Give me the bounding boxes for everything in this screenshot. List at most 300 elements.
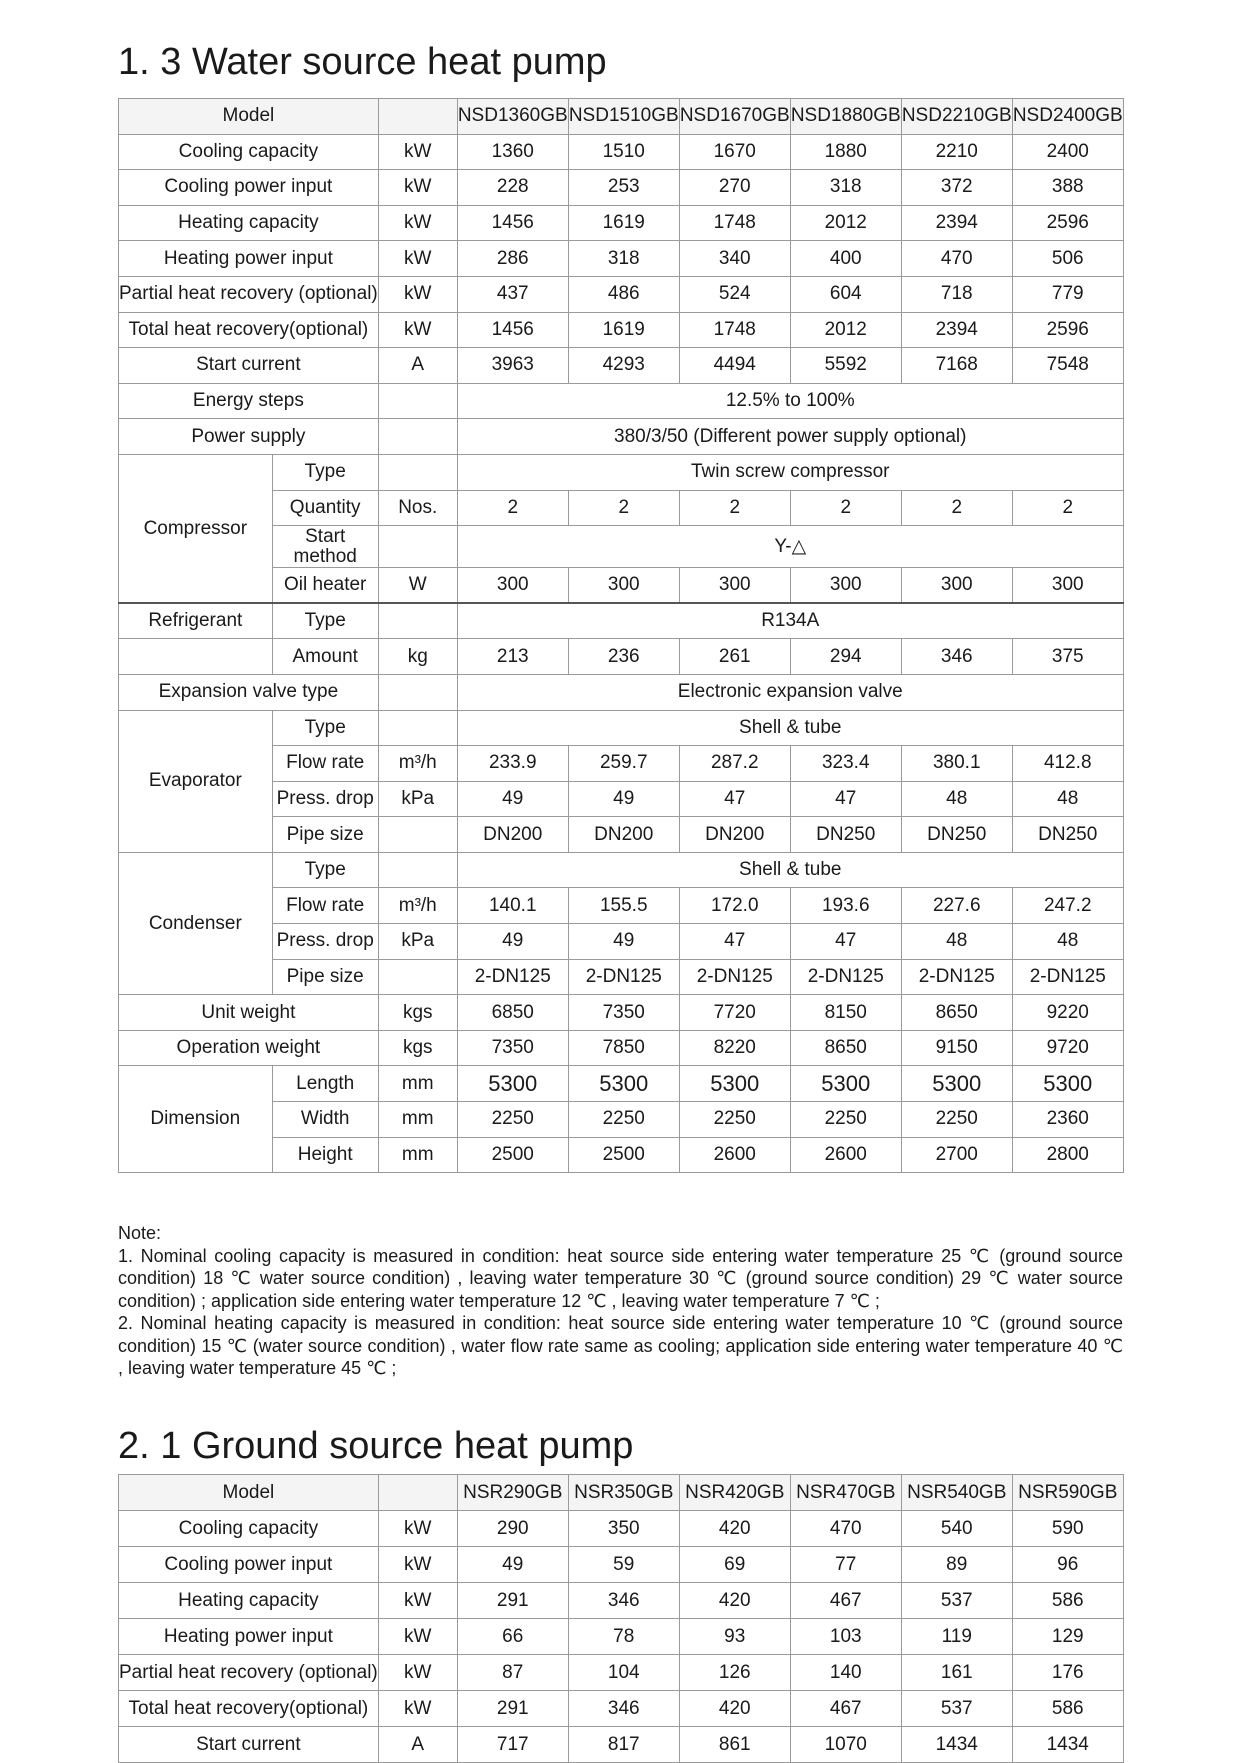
model-name: NSR590GB xyxy=(1012,1475,1123,1511)
unit-cell: mm xyxy=(378,1102,457,1138)
span-value: Y-△ xyxy=(457,526,1123,568)
value-cell: 2-DN125 xyxy=(568,959,679,995)
model-name: NSR540GB xyxy=(901,1475,1012,1511)
row-label: Height xyxy=(272,1137,378,1173)
value-cell: 412.8 xyxy=(1012,746,1123,782)
value-cell: 506 xyxy=(1012,241,1123,277)
value-cell: 470 xyxy=(790,1511,901,1547)
value-cell: 129 xyxy=(1012,1619,1123,1655)
value-cell: 5300 xyxy=(901,1066,1012,1102)
refrigerant-label: Refrigerant xyxy=(119,603,273,639)
value-cell: DN200 xyxy=(679,817,790,853)
unit-cell: A xyxy=(378,1727,457,1763)
value-cell: 1510 xyxy=(568,134,679,170)
spec-row xyxy=(119,205,1124,241)
value-cell: 346 xyxy=(568,1691,679,1727)
value-cell: DN250 xyxy=(790,817,901,853)
note-block xyxy=(118,1222,1123,1380)
spec-row xyxy=(119,312,1124,348)
value-cell: 7168 xyxy=(901,348,1012,384)
unit-cell: kPa xyxy=(378,924,457,960)
value-cell: 155.5 xyxy=(568,888,679,924)
value-cell: 604 xyxy=(790,276,901,312)
value-cell: 2210 xyxy=(901,134,1012,170)
evaporator-label: Evaporator xyxy=(119,710,273,852)
spec-row xyxy=(119,170,1124,206)
value-cell: 7720 xyxy=(679,995,790,1031)
value-cell: 5300 xyxy=(457,1066,568,1102)
model-name: NSD2210GB xyxy=(901,99,1012,135)
value-cell: 7350 xyxy=(457,1030,568,1066)
value-cell: 486 xyxy=(568,276,679,312)
spec-row xyxy=(119,241,1124,277)
unit-cell: kW xyxy=(378,1691,457,1727)
row-label: Heating capacity xyxy=(119,205,379,241)
value-cell: 420 xyxy=(679,1583,790,1619)
model-label: Model xyxy=(119,99,379,135)
span-value: 380/3/50 (Different power supply optional) xyxy=(457,419,1123,455)
value-cell: 467 xyxy=(790,1583,901,1619)
value-cell: 291 xyxy=(457,1691,568,1727)
value-cell: 2 xyxy=(568,490,679,526)
value-cell: 388 xyxy=(1012,170,1123,206)
value-cell: 586 xyxy=(1012,1691,1123,1727)
value-cell: 380.1 xyxy=(901,746,1012,782)
value-cell: 2500 xyxy=(568,1137,679,1173)
span-value: 12.5% to 100% xyxy=(457,383,1123,419)
unit-cell: kW xyxy=(378,241,457,277)
value-cell: 8650 xyxy=(901,995,1012,1031)
note-line: 1. Nominal cooling capacity is measured in condition: heat source side entering water temperature 25 ℃ (ground source condition) 18 ℃ water source condition) , leaving water temperature 30 ℃ (ground source condition) 29 ℃ water source condition) ; application side entering water temperature 12 ℃ , leaving water temperature 7 ℃ ; xyxy=(118,1245,1123,1311)
value-cell: 1880 xyxy=(790,134,901,170)
value-cell: 2400 xyxy=(1012,134,1123,170)
value-cell: 1360 xyxy=(457,134,568,170)
unit-cell xyxy=(378,526,457,568)
value-cell: 291 xyxy=(457,1583,568,1619)
value-cell: 286 xyxy=(457,241,568,277)
value-cell: 2500 xyxy=(457,1137,568,1173)
value-cell: 77 xyxy=(790,1547,901,1583)
row-label: Start current xyxy=(119,348,379,384)
row-label: Pipe size xyxy=(272,817,378,853)
row-label: Type xyxy=(272,603,378,639)
value-cell: 2250 xyxy=(568,1102,679,1138)
value-cell: 228 xyxy=(457,170,568,206)
row-label: Flow rate xyxy=(272,888,378,924)
span-value: Electronic expansion valve xyxy=(457,674,1123,710)
value-cell: 470 xyxy=(901,241,1012,277)
value-cell: 590 xyxy=(1012,1511,1123,1547)
row-label: Press. drop xyxy=(272,924,378,960)
value-cell: DN200 xyxy=(568,817,679,853)
unit-cell xyxy=(378,454,457,490)
value-cell: 2394 xyxy=(901,312,1012,348)
value-cell: 779 xyxy=(1012,276,1123,312)
value-cell: 7850 xyxy=(568,1030,679,1066)
unit-cell: mm xyxy=(378,1066,457,1102)
value-cell: 537 xyxy=(901,1583,1012,1619)
note-line: 2. Nominal heating capacity is measured in condition: heat source side entering water temperature 10 ℃ (ground source condition) 15 ℃ (water source condition) , water flow rate same as cooling; application side entering water temperature 40 ℃ , leaving water temperature 45 ℃ ; xyxy=(118,1313,1123,1378)
unit-cell xyxy=(378,959,457,995)
value-cell: 140 xyxy=(790,1655,901,1691)
operation-weight-row xyxy=(119,1030,1124,1066)
row-label: Partial heat recovery (optional) xyxy=(119,1655,379,1691)
value-cell: 1748 xyxy=(679,205,790,241)
row-label: Quantity xyxy=(272,490,378,526)
refrigerant-amount-row xyxy=(119,639,1124,675)
compressor-label: Compressor xyxy=(119,454,273,603)
unit-cell xyxy=(378,710,457,746)
value-cell: 300 xyxy=(568,568,679,604)
row-label: Pipe size xyxy=(272,959,378,995)
value-cell: 261 xyxy=(679,639,790,675)
value-cell: 47 xyxy=(679,781,790,817)
model-name: NSR290GB xyxy=(457,1475,568,1511)
value-cell: 161 xyxy=(901,1655,1012,1691)
value-cell: 66 xyxy=(457,1619,568,1655)
value-cell: 287.2 xyxy=(679,746,790,782)
unit-header xyxy=(378,1475,457,1511)
value-cell: 89 xyxy=(901,1547,1012,1583)
unit-cell: m³/h xyxy=(378,888,457,924)
value-cell: 213 xyxy=(457,639,568,675)
value-cell: 2800 xyxy=(1012,1137,1123,1173)
row-label: Cooling capacity xyxy=(119,1511,379,1547)
value-cell: 2600 xyxy=(790,1137,901,1173)
value-cell: 126 xyxy=(679,1655,790,1691)
value-cell: 119 xyxy=(901,1619,1012,1655)
row-label: Width xyxy=(272,1102,378,1138)
value-cell: 49 xyxy=(457,1547,568,1583)
row-label: Length xyxy=(272,1066,378,1102)
value-cell: 2012 xyxy=(790,205,901,241)
value-cell: 318 xyxy=(568,241,679,277)
value-cell: 467 xyxy=(790,1691,901,1727)
value-cell: 253 xyxy=(568,170,679,206)
value-cell: 140.1 xyxy=(457,888,568,924)
value-cell: 537 xyxy=(901,1691,1012,1727)
section1-title: 1. 3 Water source heat pump xyxy=(118,41,607,83)
unit-cell: kW xyxy=(378,1583,457,1619)
unit-cell: kW xyxy=(378,276,457,312)
value-cell: 2360 xyxy=(1012,1102,1123,1138)
value-cell: DN250 xyxy=(1012,817,1123,853)
value-cell: 2250 xyxy=(457,1102,568,1138)
row-label: Power supply xyxy=(119,419,379,455)
value-cell: 2 xyxy=(901,490,1012,526)
model-name: NSD1670GB xyxy=(679,99,790,135)
value-cell: 2600 xyxy=(679,1137,790,1173)
row-label: Unit weight xyxy=(119,995,379,1031)
refrigerant-type-row xyxy=(119,603,1124,639)
unit-cell: kW xyxy=(378,205,457,241)
value-cell: 172.0 xyxy=(679,888,790,924)
span-value: R134A xyxy=(457,603,1123,639)
value-cell: 718 xyxy=(901,276,1012,312)
value-cell: 717 xyxy=(457,1727,568,1763)
value-cell: 1456 xyxy=(457,205,568,241)
value-cell: 1748 xyxy=(679,312,790,348)
row-label: Flow rate xyxy=(272,746,378,782)
spec-row xyxy=(119,134,1124,170)
unit-cell: kW xyxy=(378,1511,457,1547)
value-cell: 47 xyxy=(790,924,901,960)
unit-cell xyxy=(378,674,457,710)
row-label: Heating power input xyxy=(119,1619,379,1655)
span-value: Shell & tube xyxy=(457,710,1123,746)
value-cell: 375 xyxy=(1012,639,1123,675)
row-label: Amount xyxy=(272,639,378,675)
unit-cell: kW xyxy=(378,134,457,170)
value-cell: 49 xyxy=(568,781,679,817)
value-cell: 270 xyxy=(679,170,790,206)
value-cell: 69 xyxy=(679,1547,790,1583)
value-cell: 1670 xyxy=(679,134,790,170)
model-name: NSD1510GB xyxy=(568,99,679,135)
value-cell: 540 xyxy=(901,1511,1012,1547)
unit-cell: kW xyxy=(378,170,457,206)
unit-cell: mm xyxy=(378,1137,457,1173)
row-label: Start current xyxy=(119,1727,379,1763)
row-label: Expansion valve type xyxy=(119,674,379,710)
value-cell: 259.7 xyxy=(568,746,679,782)
value-cell: 2-DN125 xyxy=(901,959,1012,995)
row-label: Total heat recovery(optional) xyxy=(119,312,379,348)
value-cell: 1619 xyxy=(568,205,679,241)
evaporator-type-row xyxy=(119,710,1124,746)
value-cell: 8150 xyxy=(790,995,901,1031)
dimension-length-row xyxy=(119,1066,1124,1102)
value-cell: 103 xyxy=(790,1619,901,1655)
value-cell: 8650 xyxy=(790,1030,901,1066)
value-cell: 2394 xyxy=(901,205,1012,241)
value-cell: 87 xyxy=(457,1655,568,1691)
value-cell: 2-DN125 xyxy=(457,959,568,995)
spec-row xyxy=(119,1655,1124,1691)
value-cell: 49 xyxy=(457,781,568,817)
value-cell: 48 xyxy=(901,924,1012,960)
value-cell: 300 xyxy=(457,568,568,604)
unit-cell xyxy=(378,603,457,639)
row-label: Operation weight xyxy=(119,1030,379,1066)
value-cell: 2250 xyxy=(790,1102,901,1138)
value-cell: 247.2 xyxy=(1012,888,1123,924)
value-cell: 2012 xyxy=(790,312,901,348)
value-cell: 340 xyxy=(679,241,790,277)
value-cell: 2-DN125 xyxy=(790,959,901,995)
value-cell: 5300 xyxy=(1012,1066,1123,1102)
value-cell: 9220 xyxy=(1012,995,1123,1031)
value-cell: 78 xyxy=(568,1619,679,1655)
value-cell: 8220 xyxy=(679,1030,790,1066)
value-cell: 104 xyxy=(568,1655,679,1691)
value-cell: 49 xyxy=(568,924,679,960)
unit-cell: kgs xyxy=(378,1030,457,1066)
value-cell: 48 xyxy=(901,781,1012,817)
value-cell: 318 xyxy=(790,170,901,206)
water-source-spec-table xyxy=(118,98,1124,1173)
dimension-label: Dimension xyxy=(119,1066,273,1173)
value-cell: 420 xyxy=(679,1511,790,1547)
spec-row xyxy=(119,1583,1124,1619)
value-cell: 7548 xyxy=(1012,348,1123,384)
unit-cell: kg xyxy=(378,639,457,675)
unit-cell xyxy=(378,852,457,888)
row-label: Total heat recovery(optional) xyxy=(119,1691,379,1727)
span-value: Twin screw compressor xyxy=(457,454,1123,490)
value-cell: 2596 xyxy=(1012,205,1123,241)
condenser-type-row xyxy=(119,852,1124,888)
value-cell: 9720 xyxy=(1012,1030,1123,1066)
value-cell: DN200 xyxy=(457,817,568,853)
value-cell: 7350 xyxy=(568,995,679,1031)
condenser-label: Condenser xyxy=(119,852,273,994)
value-cell: 49 xyxy=(457,924,568,960)
value-cell: 2-DN125 xyxy=(1012,959,1123,995)
model-name: NSD1360GB xyxy=(457,99,568,135)
value-cell: 372 xyxy=(901,170,1012,206)
value-cell: 1456 xyxy=(457,312,568,348)
header-row xyxy=(119,1475,1124,1511)
unit-cell: A xyxy=(378,348,457,384)
spec-row xyxy=(119,1511,1124,1547)
value-cell: 861 xyxy=(679,1727,790,1763)
spec-row xyxy=(119,419,1124,455)
row-label: Type xyxy=(272,852,378,888)
value-cell: 1434 xyxy=(1012,1727,1123,1763)
ground-source-spec-table xyxy=(118,1474,1124,1763)
compressor-type-row xyxy=(119,454,1124,490)
value-cell: 586 xyxy=(1012,1583,1123,1619)
spec-row xyxy=(119,348,1124,384)
value-cell: 5300 xyxy=(679,1066,790,1102)
value-cell: 300 xyxy=(1012,568,1123,604)
model-name: NSD1880GB xyxy=(790,99,901,135)
value-cell: 290 xyxy=(457,1511,568,1547)
unit-cell: kW xyxy=(378,1547,457,1583)
value-cell: 346 xyxy=(901,639,1012,675)
row-label: Start method xyxy=(272,526,378,568)
value-cell: 294 xyxy=(790,639,901,675)
unit-cell xyxy=(378,817,457,853)
row-label: Type xyxy=(272,454,378,490)
row-label: Heating power input xyxy=(119,241,379,277)
value-cell: 420 xyxy=(679,1691,790,1727)
row-label: Press. drop xyxy=(272,781,378,817)
value-cell: 1070 xyxy=(790,1727,901,1763)
value-cell: 2 xyxy=(679,490,790,526)
unit-cell xyxy=(378,419,457,455)
row-label: Oil heater xyxy=(272,568,378,604)
spec-row xyxy=(119,1547,1124,1583)
value-cell: 236 xyxy=(568,639,679,675)
expansion-valve-row xyxy=(119,674,1124,710)
model-name: NSR470GB xyxy=(790,1475,901,1511)
spec-row xyxy=(119,383,1124,419)
unit-cell: kPa xyxy=(378,781,457,817)
unit-cell: kW xyxy=(378,1619,457,1655)
unit-cell xyxy=(378,383,457,419)
value-cell: 300 xyxy=(679,568,790,604)
value-cell: DN250 xyxy=(901,817,1012,853)
value-cell: 2250 xyxy=(679,1102,790,1138)
value-cell: 96 xyxy=(1012,1547,1123,1583)
model-name: NSR350GB xyxy=(568,1475,679,1511)
value-cell: 6850 xyxy=(457,995,568,1031)
model-name: NSR420GB xyxy=(679,1475,790,1511)
value-cell: 524 xyxy=(679,276,790,312)
span-value: Shell & tube xyxy=(457,852,1123,888)
value-cell: 3963 xyxy=(457,348,568,384)
value-cell: 2 xyxy=(457,490,568,526)
header-row xyxy=(119,99,1124,135)
value-cell: 300 xyxy=(790,568,901,604)
value-cell: 5300 xyxy=(790,1066,901,1102)
value-cell: 48 xyxy=(1012,924,1123,960)
spec-row xyxy=(119,276,1124,312)
value-cell: 9150 xyxy=(901,1030,1012,1066)
value-cell: 176 xyxy=(1012,1655,1123,1691)
value-cell: 93 xyxy=(679,1619,790,1655)
value-cell: 2250 xyxy=(901,1102,1012,1138)
row-label: Cooling capacity xyxy=(119,134,379,170)
unit-cell: m³/h xyxy=(378,746,457,782)
value-cell: 346 xyxy=(568,1583,679,1619)
value-cell: 2 xyxy=(1012,490,1123,526)
value-cell: 817 xyxy=(568,1727,679,1763)
row-label: Type xyxy=(272,710,378,746)
row-label: Cooling power input xyxy=(119,1547,379,1583)
unit-cell: kW xyxy=(378,1655,457,1691)
value-cell: 2596 xyxy=(1012,312,1123,348)
unit-cell: W xyxy=(378,568,457,604)
row-label: Cooling power input xyxy=(119,170,379,206)
value-cell: 233.9 xyxy=(457,746,568,782)
value-cell: 5300 xyxy=(568,1066,679,1102)
value-cell: 193.6 xyxy=(790,888,901,924)
row-label: Partial heat recovery (optional) xyxy=(119,276,379,312)
spec-row xyxy=(119,1619,1124,1655)
note-heading: Note: xyxy=(118,1223,162,1243)
model-name: NSD2400GB xyxy=(1012,99,1123,135)
row-label: Heating capacity xyxy=(119,1583,379,1619)
value-cell: 48 xyxy=(1012,781,1123,817)
value-cell: 1434 xyxy=(901,1727,1012,1763)
spec-row xyxy=(119,1727,1124,1763)
model-label: Model xyxy=(119,1475,379,1511)
unit-cell: kW xyxy=(378,312,457,348)
empty-cell xyxy=(119,639,273,675)
value-cell: 2 xyxy=(790,490,901,526)
value-cell: 2-DN125 xyxy=(679,959,790,995)
spec-row xyxy=(119,1691,1124,1727)
section2-title: 2. 1 Ground source heat pump xyxy=(118,1425,634,1467)
value-cell: 47 xyxy=(790,781,901,817)
value-cell: 4494 xyxy=(679,348,790,384)
value-cell: 300 xyxy=(901,568,1012,604)
unit-header xyxy=(378,99,457,135)
unit-cell: kgs xyxy=(378,995,457,1031)
unit-weight-row xyxy=(119,995,1124,1031)
value-cell: 350 xyxy=(568,1511,679,1547)
value-cell: 59 xyxy=(568,1547,679,1583)
unit-cell: Nos. xyxy=(378,490,457,526)
value-cell: 227.6 xyxy=(901,888,1012,924)
value-cell: 1619 xyxy=(568,312,679,348)
value-cell: 5592 xyxy=(790,348,901,384)
value-cell: 400 xyxy=(790,241,901,277)
row-label: Energy steps xyxy=(119,383,379,419)
